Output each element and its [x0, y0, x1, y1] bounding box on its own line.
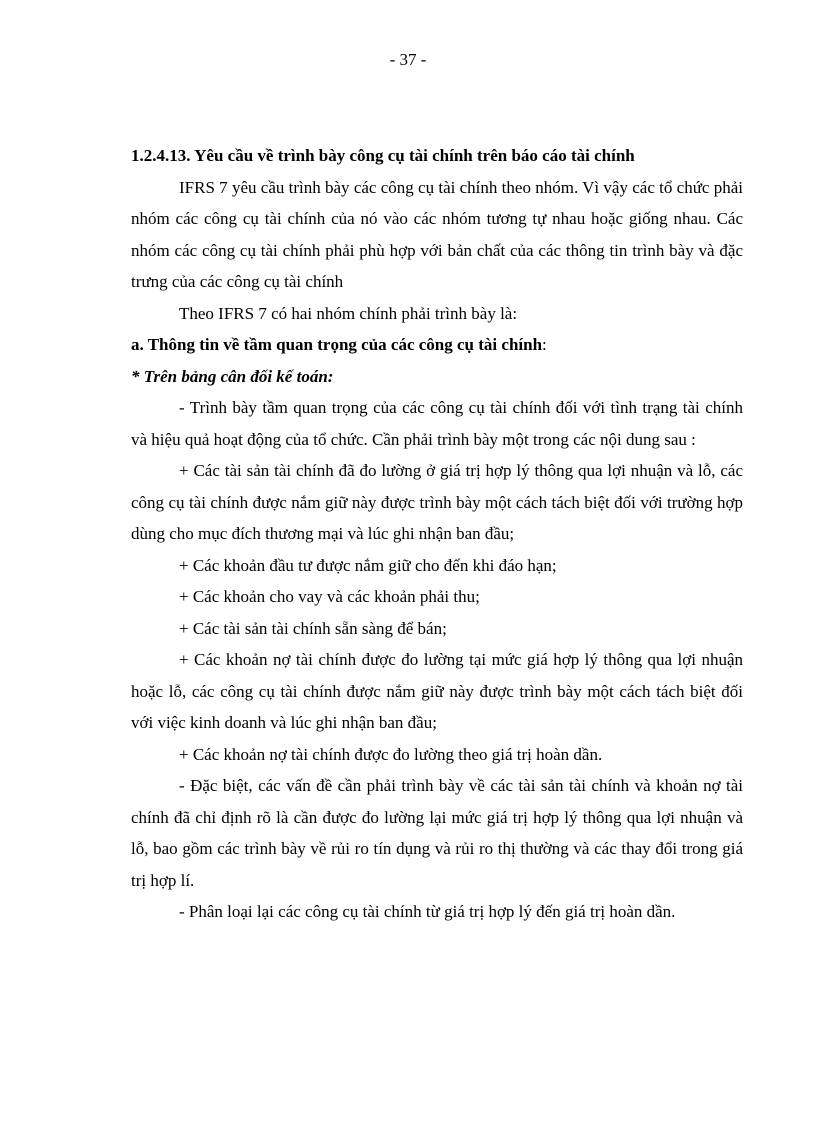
list-item-loans-receivables: + Các khoản cho vay và các khoản phải thu;: [179, 587, 480, 606]
list-item-amortized-liabilities: + Các khoản nợ tài chính được đo lường theo giá trị hoàn dần.: [179, 744, 603, 764]
list-item-fair-value-assets: + Các tài sản tài chính đã đo lường ở giá trị hợp lý thông qua lợi nhuận và lỗ, các công cụ tài chính được nắm giữ này được trình bày một cách tách biệt đối với trường hợp dùng cho mục đích thương mại và lúc ghi nhận ban đầu;: [131, 461, 743, 543]
list-item-held-to-maturity: + Các khoản đầu tư được nắm giữ cho đến khi đáo hạn;: [179, 555, 557, 575]
section-title: 1.2.4.13. Yêu cầu về trình bày công cụ tài chính trên báo cáo tài chính: [131, 146, 635, 165]
paragraph-reclassification: - Phân loại lại các công cụ tài chính từ giá trị hợp lý đến giá trị hoàn dần.: [179, 902, 676, 921]
balance-sheet-heading: * Trên bảng cân đối kế toán:: [131, 366, 334, 386]
list-item-available-for-sale: + Các tài sản tài chính sẵn sàng để bán;: [179, 618, 447, 638]
intro-paragraph: IFRS 7 yêu cầu trình bày các công cụ tài chính theo nhóm. Vì vậy các tổ chức phải nhóm các công cụ tài chính của nó vào các nhóm tương tự nhau hoặc giống nhau. Các nhóm các công cụ tài chính phải phù hợp với bản chất của các thông tin trình bày và đặc trưng của các công cụ tài chính: [131, 177, 743, 291]
page-number: - 37 -: [389, 50, 427, 69]
list-item-fair-value-liabilities: + Các khoản nợ tài chính được đo lường tại mức giá hợp lý thông qua lợi nhuận hoặc lỗ, các công cụ tài chính được nắm giữ này được trình bày một cách tách biệt đối với việc kinh doanh và lúc ghi nhận ban đầu;: [131, 650, 743, 732]
group-a-title: a. Thông tin về tầm quan trọng của các công cụ tài chính: [131, 335, 543, 354]
groups-intro-paragraph: Theo IFRS 7 có hai nhóm chính phải trình bày là:: [179, 303, 518, 323]
paragraph-special-disclosures: - Đặc biệt, các vấn đề cần phải trình bày về các tài sản tài chính và khoản nợ tài chính đã chỉ định rõ là cần được đo lường lại mức giá trị hợp lý thông qua lợi nhuận và lỗ, bao gồm các trình bày về rủi ro tín dụng và rủi ro thị thường và các thay đổi trong giá trị hợp lí.: [131, 776, 743, 890]
group-a-colon: :: [542, 335, 547, 354]
group-a-heading: [131, 329, 743, 361]
paragraph-importance: - Trình bày tầm quan trọng của các công cụ tài chính đối với tình trạng tài chính và hiệu quả hoạt động của tổ chức. Cần phải trình bày một trong các nội dung sau :: [131, 398, 743, 449]
document-body: [131, 140, 743, 928]
